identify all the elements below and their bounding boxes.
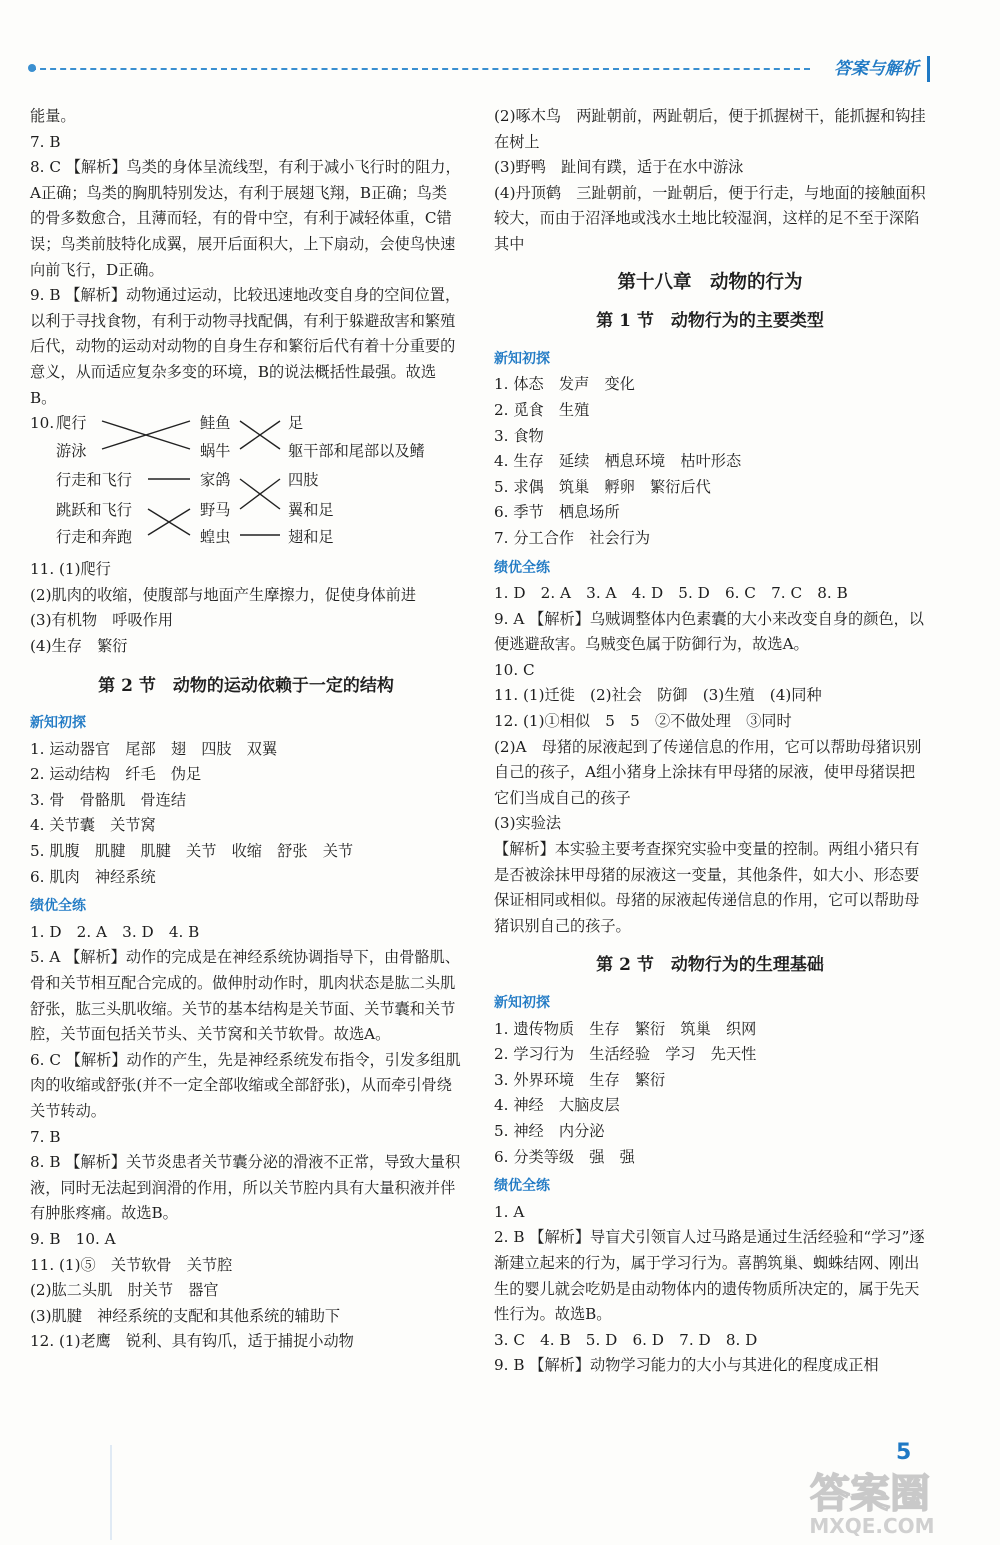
answer-line: 11. (1)⑤ 关节软骨 关节腔 (30, 1255, 233, 1274)
answer-line: 9. A 【解析】乌贼调整体内色素囊的大小来改变自身的颜色，以便逃避敌害。乌贼变色属于防御行为，故选A。 (494, 609, 924, 654)
answer-line: 【解析】本实验主要考查探究实验中变量的控制。两组小猪只有是否被涂抹甲母猪的尿液这一变量，其他条件，如大小、形态要保证相同或相似。母猪的尿液起传递信息的作用，它可以帮助母猪识别自己的孩子。 (494, 840, 920, 935)
match-col1-item: 行走和飞行 (56, 471, 132, 490)
match-number: 10. (30, 414, 55, 433)
answer-line: 12. (1)①相似 5 5 ②不做处理 ③同时 (494, 712, 792, 731)
answer-line: 1. 运动器官 尾部 翅 四肢 双翼 (30, 739, 278, 758)
match-col3-item: 躯干部和尾部以及鳍 (288, 442, 425, 461)
header-title: 答案与解析 (826, 56, 930, 82)
answer-line: 11. (1)迁徙 (2)社会 防御 (3)生殖 (4)同种 (494, 686, 822, 705)
match-col2-item: 蜗牛 (200, 442, 231, 461)
margin-rule (110, 1445, 112, 1540)
answer-line: 5. 肌腹 肌腱 肌腱 关节 收缩 舒张 关节 (30, 842, 354, 861)
answer-line: 2. 学习行为 生活经验 学习 先天性 (494, 1045, 757, 1064)
watermark-url: MXQE.COM (809, 1514, 935, 1537)
answer-line: 1. D 2. A 3. A 4. D 5. D 6. C 7. C 8. B (494, 584, 848, 603)
match-col2-item: 家鸽 (200, 471, 231, 490)
watermark-logo (760, 1465, 980, 1537)
match-col3-item: 足 (288, 414, 304, 433)
match-col1-item: 爬行 (56, 414, 87, 433)
answer-line: 6. 季节 栖息场所 (494, 503, 620, 522)
answer-line: (3)肌腱 神经系统的支配和其他系统的辅助下 (30, 1306, 341, 1325)
answer-line: 12. (1)老鹰 锐利、具有钩爪，适于捕捉小动物 (30, 1332, 354, 1351)
match-col1-item: 游泳 (56, 442, 87, 461)
answer-line: 1. 遗传物质 生存 繁衍 筑巢 织网 (494, 1019, 757, 1038)
answer-line: 6. 肌肉 神经系统 (30, 867, 156, 886)
subsection-label: 新知初探 (494, 995, 550, 1011)
left-column (30, 104, 462, 1355)
match-col3-item: 翅和足 (288, 528, 334, 547)
answer-line: 3. 食物 (494, 426, 544, 445)
answer-line: 5. 求偶 筑巢 孵卵 繁衍后代 (494, 477, 711, 496)
answer-line: 2. 觅食 生殖 (494, 400, 590, 419)
answer-line: (2)啄木鸟 两趾朝前，两趾朝后，便于抓握树干，能抓握和钩挂在树上 (494, 107, 926, 151)
answer-line: 2. B 【解析】导盲犬引领盲人过马路是通过生活经验和“学习”逐渐建立起来的行为，属于学习行为。喜鹊筑巢、蜘蛛结网、刚出生的婴儿就会吃奶是由动物体内的遗传物质所决定的，属于先天性行为。故选B。 (494, 1228, 925, 1324)
answer-line: 9. B 10. A (30, 1229, 116, 1248)
answer-line: 7. 分工合作 社会行为 (494, 528, 651, 547)
section-title: 第 2 节 动物的运动依赖于一定的结构 (98, 675, 394, 696)
answer-line: 8. B 【解析】关节炎患者关节囊分泌的滑液不正常，导致大量积液，同时无法起到润滑的作用，所以关节腔内具有大量积液并伴有肿胀疼痛。故选B。 (30, 1153, 461, 1223)
chapter-title: 第十八章 动物的行为 (617, 271, 803, 293)
section-title: 第 1 节 动物行为的主要类型 (596, 311, 824, 332)
answer-line: (2)肌肉的收缩，使腹部与地面产生摩擦力，促使身体前进 (30, 585, 417, 604)
answer-line: 8. C 【解析】鸟类的身体呈流线型，有利于减小飞行时的阻力，A正确；鸟类的胸肌特别发达，有利于展翅飞翔，B正确；鸟类的骨多数愈合，且薄而轻，有的骨中空，有利于减轻体重，C错误；鸟类前肢特化成翼，展开后面积大，上下扇动，会使鸟快速向前飞行，D正确。 (30, 158, 461, 279)
watermark-text: 答案圈 (810, 1471, 930, 1517)
answer-line: 4. 生存 延续 栖息环境 枯叶形态 (494, 452, 742, 471)
answer-line: 9. B 【解析】动物通过运动，比较迅速地改变自身的空间位置，以利于寻找食物，有利于动物寻找配偶，有利于躲避敌害和繁殖后代，动物的运动对动物的自身生存和繁衍后代有着十分重要的意义，从而适应复杂多变的环境，B的说法概括性最强。故选B。 (30, 286, 461, 407)
answer-line: (3)有机物 呼吸作用 (30, 611, 174, 630)
answer-line: (2)肱二头肌 肘关节 器官 (30, 1281, 219, 1300)
answer-line: 10. C (494, 660, 535, 679)
answer-line: 7. B (30, 132, 61, 151)
subsection-label: 新知初探 (494, 350, 550, 367)
answer-line: 11. (1)爬行 (30, 560, 111, 579)
match-col3-item: 翼和足 (288, 501, 334, 520)
answer-line: 6. C 【解析】动作的产生，先是神经系统发布指令，引发多组肌肉的收缩或舒张(并不一定全部收缩或全部舒张)，从而牵引骨绕关节转动。 (30, 1050, 461, 1120)
answer-line: 5. A 【解析】动作的完成是在神经系统协调指导下，由骨骼肌、骨和关节相互配合完成的。做伸肘动作时，肌肉状态是肱二头肌舒张，肱三头肌收缩。关节的基本结构是关节面、关节囊和关节腔，关节面包括关节头、关节窝和关节软骨。故选A。 (30, 948, 460, 1044)
answer-line: 2. 运动结构 纤毛 伪足 (30, 765, 202, 784)
answer-line: 3. C 4. B 5. D 6. D 7. D 8. D (494, 1330, 758, 1349)
answer-line: 1. 体态 发声 变化 (494, 375, 635, 394)
answer-line: 1. D 2. A 3. D 4. B (30, 922, 200, 941)
subsection-label: 绩优全练 (494, 559, 550, 576)
match-col3-item: 四肢 (288, 471, 319, 490)
answer-line: 能量。 (30, 107, 76, 125)
matching-diagram (30, 411, 462, 557)
match-col2-item: 野马 (200, 501, 231, 520)
subsection-label: 绩优全练 (494, 1178, 550, 1195)
match-col1-item: 行走和奔跑 (56, 528, 132, 547)
answer-line: (3)野鸭 趾间有蹼，适于在水中游泳 (494, 158, 744, 177)
subsection-label: 新知初探 (30, 715, 86, 732)
answer-line: (3)实验法 (494, 814, 562, 833)
answer-line: 3. 骨 骨骼肌 骨连结 (30, 790, 187, 809)
left-top-block (30, 104, 462, 411)
answer-line: 4. 神经 大脑皮层 (494, 1096, 620, 1115)
answer-line: 6. 分类等级 强 强 (494, 1147, 635, 1166)
answer-line: (4)丹顶鹤 三趾朝前，一趾朝后，便于行走，与地面的接触面积较大，而由于沼泽地或浅水土地比较湿润，这样的足不至于深陷其中 (494, 183, 926, 253)
answer-line: 1. A (494, 1202, 525, 1221)
answer-line: (4)生存 繁衍 (30, 636, 128, 655)
answer-line: (2)A 母猪的尿液起到了传递信息的作用，它可以帮助母猪识别自己的孩子，A组小猪身上涂抹有甲母猪的尿液，使甲母猪误把它们当成自己的孩子 (494, 737, 922, 807)
match-col1-item: 跳跃和飞行 (56, 501, 132, 520)
answer-line: 4. 关节囊 关节窝 (30, 816, 156, 835)
match-col2-item: 鲑鱼 (200, 414, 231, 433)
answer-line: 5. 神经 内分泌 (494, 1121, 605, 1140)
right-column (494, 104, 926, 1379)
header-rule (30, 68, 810, 70)
match-col2-item: 蝗虫 (200, 528, 231, 547)
page-number: 5 (896, 1440, 912, 1465)
section-title: 第 2 节 动物行为的生理基础 (596, 955, 824, 976)
answer-line: 9. B 【解析】动物学习能力的大小与其进化的程度成正相 (494, 1356, 879, 1375)
answer-line: 3. 外界环境 生存 繁衍 (494, 1070, 666, 1089)
answer-line: 7. B (30, 1127, 61, 1146)
subsection-label: 绩优全练 (30, 898, 86, 915)
